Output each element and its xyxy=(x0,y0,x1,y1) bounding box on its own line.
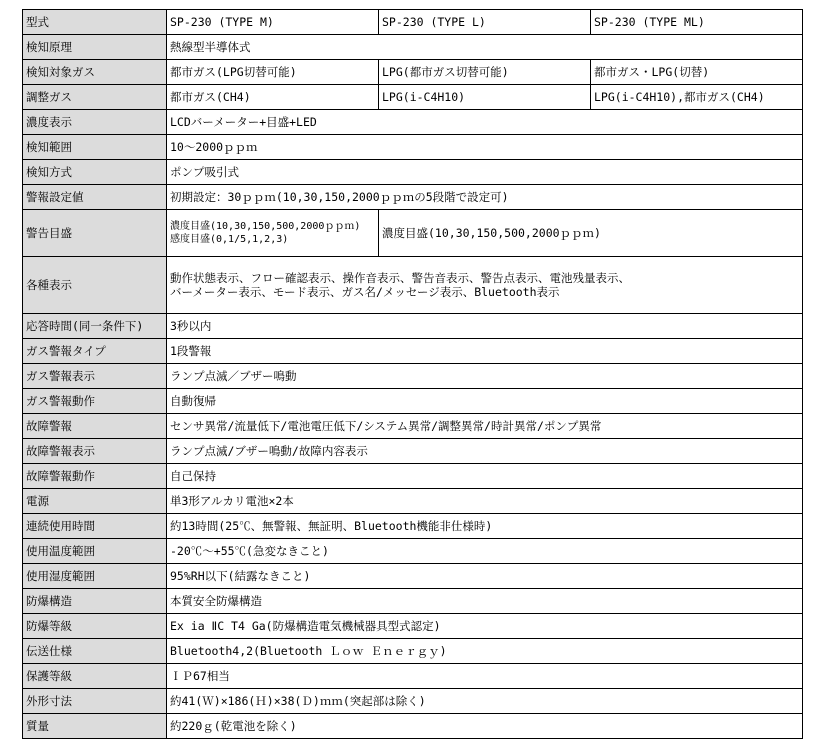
row-label: 型式 xyxy=(23,10,167,35)
row-value: 濃度目盛(10,30,150,500,2000ｐｐｍ) xyxy=(379,210,803,257)
table-row xyxy=(23,257,803,314)
row-label: 故障警報表示 xyxy=(23,439,167,464)
row-value: 初期設定：30ｐｐｍ(10,30,150,2000ｐｐｍの5段階で設定可) xyxy=(167,185,803,210)
table-row xyxy=(23,10,803,35)
row-label: 検知方式 xyxy=(23,160,167,185)
table-row xyxy=(23,639,803,664)
model-l: SP-230 (TYPE L) xyxy=(379,10,591,35)
row-value: 3秒以内 xyxy=(167,314,803,339)
row-value: センサ異常/流量低下/電池電圧低下/システム異常/調整異常/時計異常/ポンプ異常 xyxy=(167,414,803,439)
table-row xyxy=(23,689,803,714)
row-value: ポンプ吸引式 xyxy=(167,160,803,185)
table-row xyxy=(23,135,803,160)
row-value: 自動復帰 xyxy=(167,389,803,414)
display-line: 動作状態表示、フロー確認表示、操作音表示、警告音表示、警告点表示、電池残量表示、 xyxy=(170,271,630,285)
table-row xyxy=(23,664,803,689)
row-value: Bluetooth4,2(Bluetooth Ｌｏｗ Ｅｎｅｒｇｙ) xyxy=(167,639,803,664)
row-value: 都市ガス(CH4) xyxy=(167,85,379,110)
row-value: 本質安全防爆構造 xyxy=(167,589,803,614)
table-row xyxy=(23,514,803,539)
scale-line: 感度目盛(0,1/5,1,2,3) xyxy=(170,234,289,245)
table-row xyxy=(23,35,803,60)
row-label: 各種表示 xyxy=(23,257,167,314)
row-value: 熱線型半導体式 xyxy=(167,35,803,60)
row-value: 1段警報 xyxy=(167,339,803,364)
row-label: ガス警報表示 xyxy=(23,364,167,389)
row-value: 都市ガス・LPG(切替) xyxy=(591,60,803,85)
row-value: 自己保持 xyxy=(167,464,803,489)
table-row xyxy=(23,414,803,439)
row-label: ガス警報タイプ xyxy=(23,339,167,364)
row-value: Ex ia ⅡC T4 Ga(防爆構造電気機械器具型式認定) xyxy=(167,614,803,639)
table-row xyxy=(23,60,803,85)
row-value: 95%RH以下(結露なきこと) xyxy=(167,564,803,589)
table-row xyxy=(23,564,803,589)
display-line: バーメーター表示、モード表示、ガス名/メッセージ表示、Bluetooth表示 xyxy=(170,285,560,299)
table-row xyxy=(23,364,803,389)
row-label: 警報設定値 xyxy=(23,185,167,210)
row-label: 故障警報動作 xyxy=(23,464,167,489)
row-label: 濃度表示 xyxy=(23,110,167,135)
table-row xyxy=(23,185,803,210)
row-label: 電源 xyxy=(23,489,167,514)
table-row xyxy=(23,439,803,464)
row-value: 約13時間(25℃、無警報、無証明、Bluetooth機能非仕様時) xyxy=(167,514,803,539)
row-value: LPG(i-C4H10),都市ガス(CH4) xyxy=(591,85,803,110)
row-value: LCDバーメーター+目盛+LED xyxy=(167,110,803,135)
table-row xyxy=(23,85,803,110)
row-label: 検知範囲 xyxy=(23,135,167,160)
row-value: ＩＰ67相当 xyxy=(167,664,803,689)
table-row xyxy=(23,614,803,639)
row-label: 調整ガス xyxy=(23,85,167,110)
row-label: 使用湿度範囲 xyxy=(23,564,167,589)
row-label: 防爆等級 xyxy=(23,614,167,639)
row-label: 連続使用時間 xyxy=(23,514,167,539)
table-row xyxy=(23,714,803,739)
row-label: 検知対象ガス xyxy=(23,60,167,85)
table-row xyxy=(23,389,803,414)
table-row xyxy=(23,539,803,564)
table-row xyxy=(23,589,803,614)
table-row xyxy=(23,314,803,339)
row-label: ガス警報動作 xyxy=(23,389,167,414)
row-label: 保護等級 xyxy=(23,664,167,689)
table-row xyxy=(23,464,803,489)
row-value xyxy=(167,210,379,257)
model-m: SP-230 (TYPE M) xyxy=(167,10,379,35)
row-label: 外形寸法 xyxy=(23,689,167,714)
row-label: 防爆構造 xyxy=(23,589,167,614)
row-value: 10～2000ｐｐｍ xyxy=(167,135,803,160)
row-value: 約41(Ｗ)×186(Ｈ)×38(Ｄ)ｍｍ(突起部は除く) xyxy=(167,689,803,714)
spec-table xyxy=(22,9,803,739)
table-row xyxy=(23,160,803,185)
table-row xyxy=(23,489,803,514)
row-label: 使用温度範囲 xyxy=(23,539,167,564)
row-value: LPG(i-C4H10) xyxy=(379,85,591,110)
row-label: 質量 xyxy=(23,714,167,739)
row-value: LPG(都市ガス切替可能) xyxy=(379,60,591,85)
table-row xyxy=(23,210,803,257)
table-row xyxy=(23,110,803,135)
row-value xyxy=(167,257,803,314)
table-row xyxy=(23,339,803,364)
row-label: 検知原理 xyxy=(23,35,167,60)
row-label: 伝送仕様 xyxy=(23,639,167,664)
row-label: 応答時間(同一条件下) xyxy=(23,314,167,339)
row-value: 都市ガス(LPG切替可能) xyxy=(167,60,379,85)
row-label: 警告目盛 xyxy=(23,210,167,257)
row-label: 故障警報 xyxy=(23,414,167,439)
row-value: 約220ｇ(乾電池を除く) xyxy=(167,714,803,739)
model-ml: SP-230 (TYPE ML) xyxy=(591,10,803,35)
row-value: 単3形アルカリ電池×2本 xyxy=(167,489,803,514)
row-value: ランプ点滅/ブザー鳴動/故障内容表示 xyxy=(167,439,803,464)
row-value: ランプ点滅／ブザー鳴動 xyxy=(167,364,803,389)
row-value: -20℃～+55℃(急変なきこと) xyxy=(167,539,803,564)
scale-line: 濃度目盛(10,30,150,500,2000ｐｐｍ) xyxy=(170,221,361,232)
